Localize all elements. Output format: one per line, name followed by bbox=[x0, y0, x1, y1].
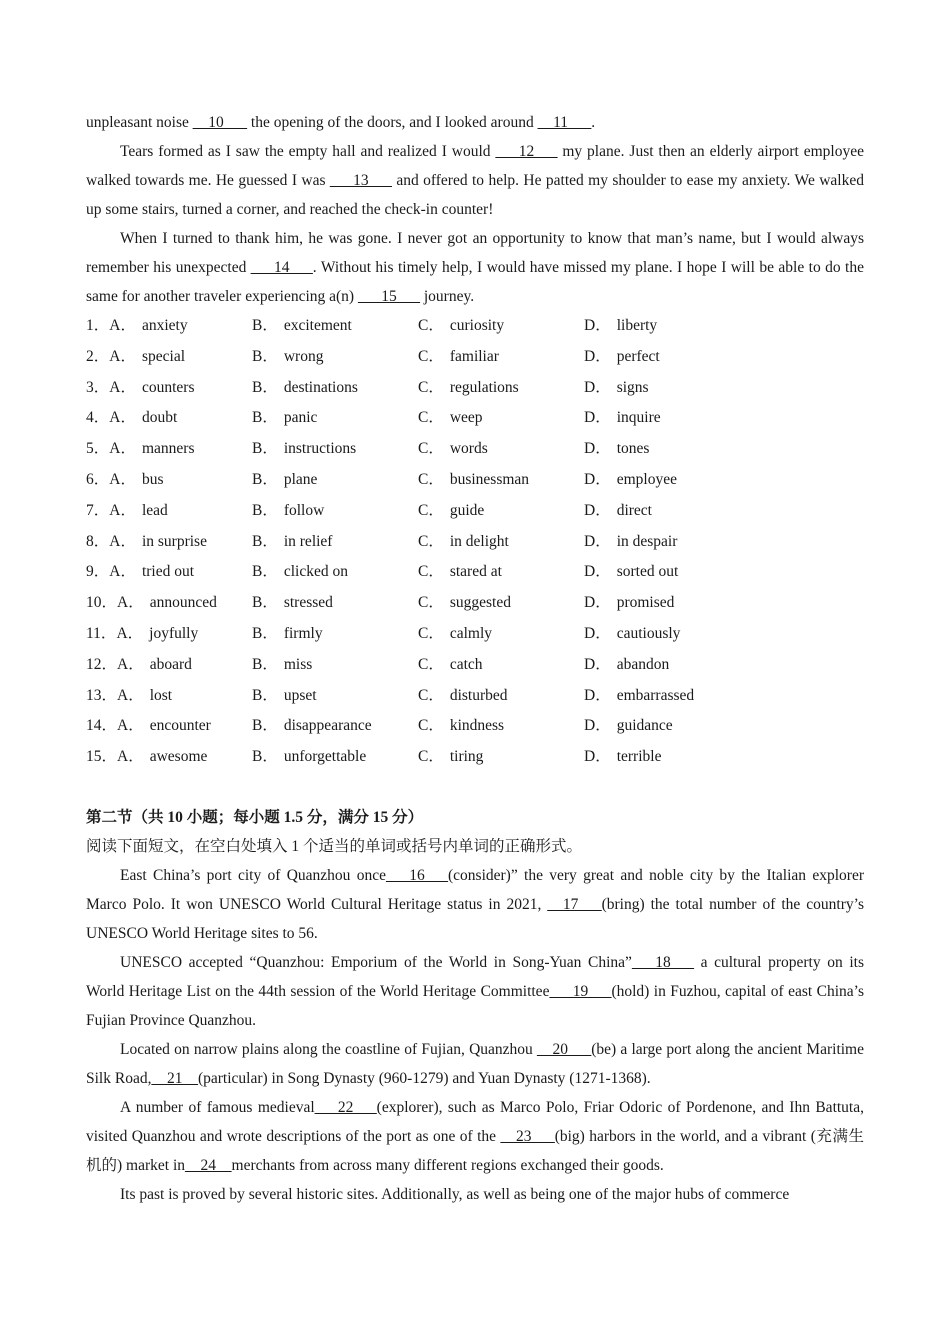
option-b bbox=[252, 373, 418, 404]
option-letter: C． bbox=[418, 594, 444, 612]
answer-blank: __10___ bbox=[192, 114, 248, 131]
option-row bbox=[86, 711, 864, 742]
option-letter: D． bbox=[584, 501, 611, 519]
option-letter: D． bbox=[584, 470, 611, 488]
option-text: in despair bbox=[616, 532, 678, 550]
option-text: manners bbox=[141, 440, 195, 458]
option-text: special bbox=[141, 347, 186, 365]
option-text: joyfully bbox=[149, 624, 199, 642]
passage-2-paragraph bbox=[86, 1035, 864, 1093]
option-letter: B． bbox=[252, 501, 278, 519]
option-row bbox=[86, 557, 864, 588]
option-text: embarrassed bbox=[616, 686, 695, 704]
option-text: firmly bbox=[283, 624, 323, 642]
text-segment: journey. bbox=[419, 288, 475, 305]
option-letter: D． bbox=[584, 594, 611, 612]
option-a bbox=[86, 465, 252, 496]
option-b bbox=[252, 465, 418, 496]
option-text: destinations bbox=[283, 378, 358, 396]
option-text: signs bbox=[616, 378, 649, 396]
text-segment: and offered to help. He patted my shoulder to ease my anxiety. We walked up some stairs, turned a corner, and reached the check-in counter! bbox=[86, 172, 864, 218]
option-text: familiar bbox=[449, 347, 499, 365]
option-c bbox=[418, 711, 584, 742]
option-text: employee bbox=[616, 470, 677, 488]
option-text: cautiously bbox=[616, 624, 681, 642]
option-a bbox=[86, 527, 252, 558]
option-letter: C． bbox=[418, 748, 444, 766]
option-a bbox=[86, 311, 252, 342]
option-b bbox=[252, 557, 418, 588]
option-c bbox=[418, 619, 584, 650]
question-number: 14． bbox=[86, 717, 118, 735]
option-d bbox=[584, 681, 784, 712]
answer-blank: __20___ bbox=[536, 1040, 592, 1058]
option-b bbox=[252, 681, 418, 712]
option-c bbox=[418, 373, 584, 404]
text-segment: Located on narrow plains along the coastline of Fujian, Quanzhou bbox=[120, 1040, 537, 1058]
option-c bbox=[418, 557, 584, 588]
option-letter: B． bbox=[252, 717, 278, 735]
answer-blank: __24__ bbox=[185, 1156, 232, 1174]
passage-1-paragraph bbox=[86, 224, 864, 311]
question-number: 6． bbox=[86, 470, 110, 488]
option-letter: C． bbox=[418, 624, 444, 642]
option-letter: B． bbox=[252, 470, 278, 488]
option-letter: C． bbox=[418, 317, 444, 334]
option-text: lost bbox=[149, 686, 173, 704]
option-text: upset bbox=[283, 686, 317, 704]
option-a bbox=[86, 557, 252, 588]
text-segment: . bbox=[591, 114, 596, 131]
option-b bbox=[252, 711, 418, 742]
answer-blank: ___16___ bbox=[386, 866, 448, 884]
option-letter: D． bbox=[584, 378, 611, 396]
option-text: awesome bbox=[149, 748, 208, 766]
question-number: 12． bbox=[86, 655, 118, 673]
question-number: 3． bbox=[86, 378, 110, 396]
option-text: unforgettable bbox=[283, 748, 367, 766]
option-text: suggested bbox=[449, 594, 511, 612]
option-row bbox=[86, 434, 864, 465]
option-b bbox=[252, 311, 418, 342]
option-row bbox=[86, 342, 864, 373]
option-c bbox=[418, 681, 584, 712]
option-text: follow bbox=[283, 501, 325, 519]
option-text: in delight bbox=[449, 532, 509, 550]
option-b bbox=[252, 619, 418, 650]
option-letter: A． bbox=[117, 594, 144, 612]
option-text: miss bbox=[283, 655, 313, 673]
option-a bbox=[86, 619, 252, 650]
passage-2-paragraph bbox=[86, 948, 864, 1035]
option-letter: A． bbox=[109, 563, 136, 581]
text-segment: UNESCO accepted “Quanzhou: Emporium of the World in Song-Yuan China” bbox=[120, 953, 632, 971]
option-letter: D． bbox=[584, 624, 611, 642]
question-number: 15． bbox=[86, 748, 118, 766]
option-c bbox=[418, 342, 584, 373]
option-c bbox=[418, 496, 584, 527]
answer-blank: ___19___ bbox=[549, 982, 612, 1000]
option-letter: A． bbox=[117, 748, 144, 766]
option-text: weep bbox=[449, 409, 483, 427]
option-letter: C． bbox=[418, 532, 444, 550]
option-d bbox=[584, 619, 784, 650]
option-text: stared at bbox=[449, 563, 502, 581]
answer-blank: ___15___ bbox=[357, 288, 420, 305]
option-text: abandon bbox=[616, 655, 670, 673]
option-letter: B． bbox=[252, 532, 278, 550]
option-c bbox=[418, 434, 584, 465]
question-number: 11． bbox=[86, 624, 117, 642]
option-d bbox=[584, 496, 784, 527]
text-segment: (bring) the total number of the country’s UNESCO World Heritage sites to 56. bbox=[86, 895, 864, 942]
passage-1-paragraph bbox=[86, 137, 864, 224]
option-text: plane bbox=[283, 470, 318, 488]
option-letter: D． bbox=[584, 686, 611, 704]
option-d bbox=[584, 434, 784, 465]
option-b bbox=[252, 650, 418, 681]
passage-2-paragraph bbox=[86, 861, 864, 948]
question-number: 1． bbox=[86, 317, 110, 334]
option-letter: A． bbox=[117, 655, 144, 673]
answer-blank: __23___ bbox=[500, 1127, 555, 1145]
option-text: in surprise bbox=[141, 532, 207, 550]
text-segment: (explorer), such as Marco Polo, Friar Odoric of Pordenone, and Ihn Battuta, visited Quanzhou and wrote descriptions of the port as one of the bbox=[86, 1098, 864, 1145]
question-number: 8． bbox=[86, 532, 110, 550]
option-b bbox=[252, 342, 418, 373]
option-d bbox=[584, 342, 784, 373]
answer-blank: __17___ bbox=[547, 895, 602, 913]
question-number: 9． bbox=[86, 563, 110, 581]
passage-2 bbox=[86, 861, 864, 1209]
option-letter: A． bbox=[109, 501, 136, 519]
option-text: disturbed bbox=[449, 686, 508, 704]
option-letter: C． bbox=[418, 501, 444, 519]
option-text: doubt bbox=[141, 409, 178, 427]
option-c bbox=[418, 403, 584, 434]
option-letter: C． bbox=[418, 347, 444, 365]
option-a bbox=[86, 496, 252, 527]
option-text: anxiety bbox=[141, 317, 188, 334]
text-segment: my plane. Just then an elderly airport employee walked towards me. He guessed I was bbox=[86, 143, 864, 189]
option-a bbox=[86, 403, 252, 434]
option-row bbox=[86, 742, 864, 773]
option-text: tried out bbox=[141, 563, 195, 581]
option-letter: D． bbox=[584, 717, 611, 735]
option-d bbox=[584, 650, 784, 681]
question-number: 10． bbox=[86, 594, 118, 612]
text-segment: a cultural property on its World Heritage List on the 44th session of the World Heritage Committee bbox=[86, 953, 865, 1000]
option-c bbox=[418, 311, 584, 342]
option-letter: C． bbox=[418, 717, 444, 735]
answer-blank: ___13___ bbox=[329, 172, 392, 189]
option-letter: B． bbox=[252, 347, 278, 365]
option-text: panic bbox=[283, 409, 318, 427]
option-text: curiosity bbox=[449, 317, 505, 334]
option-text: disappearance bbox=[283, 717, 372, 735]
option-text: aboard bbox=[149, 655, 192, 673]
option-row bbox=[86, 496, 864, 527]
option-a bbox=[86, 681, 252, 712]
option-text: calmly bbox=[449, 624, 493, 642]
option-text: wrong bbox=[283, 347, 324, 365]
option-text: regulations bbox=[449, 378, 519, 396]
option-text: encounter bbox=[149, 717, 211, 735]
option-d bbox=[584, 742, 784, 773]
text-segment: When I turned to thank him, he was gone. I never got an opportunity to know that man’s name, but I would always remember his unexpected bbox=[86, 230, 864, 276]
option-letter: C． bbox=[418, 655, 444, 673]
option-a bbox=[86, 650, 252, 681]
option-row bbox=[86, 403, 864, 434]
option-letter: A． bbox=[109, 347, 136, 365]
passage-2-paragraph bbox=[86, 1180, 864, 1209]
section-2-instruction: 阅读下面短文，在空白处填入 1 个适当的单词或括号内单词的正确形式。 bbox=[86, 837, 583, 855]
answer-blank: __11___ bbox=[537, 114, 592, 131]
option-c bbox=[418, 742, 584, 773]
options-list bbox=[86, 311, 864, 773]
option-text: counters bbox=[141, 378, 195, 396]
option-c bbox=[418, 588, 584, 619]
text-segment: (particular) in Song Dynasty (960-1279) and Yuan Dynasty (1271-1368). bbox=[197, 1069, 651, 1087]
option-b bbox=[252, 742, 418, 773]
question-number: 5． bbox=[86, 440, 110, 458]
option-text: lead bbox=[141, 501, 168, 519]
option-row bbox=[86, 588, 864, 619]
option-a bbox=[86, 711, 252, 742]
option-text: stressed bbox=[283, 594, 333, 612]
option-b bbox=[252, 403, 418, 434]
option-letter: C． bbox=[418, 378, 444, 396]
option-text: perfect bbox=[616, 347, 660, 365]
option-text: promised bbox=[616, 594, 675, 612]
option-letter: B． bbox=[252, 748, 278, 766]
option-c bbox=[418, 527, 584, 558]
option-a bbox=[86, 342, 252, 373]
option-text: direct bbox=[616, 501, 652, 519]
option-text: inquire bbox=[616, 409, 661, 427]
option-letter: A． bbox=[116, 624, 144, 642]
option-text: tiring bbox=[449, 748, 484, 766]
option-letter: C． bbox=[418, 470, 444, 488]
option-text: bus bbox=[141, 470, 164, 488]
question-number: 2． bbox=[86, 347, 110, 365]
option-letter: C． bbox=[418, 409, 444, 427]
option-text: kindness bbox=[449, 717, 505, 735]
text-segment: Its past is proved by several historic sites. Additionally, as well as being one of the major hubs of commerce bbox=[120, 1185, 790, 1203]
option-b bbox=[252, 434, 418, 465]
question-number: 4． bbox=[86, 409, 110, 427]
answer-blank: __21__ bbox=[151, 1069, 198, 1087]
option-letter: B． bbox=[252, 440, 278, 458]
option-a bbox=[86, 742, 252, 773]
answer-blank: ___14___ bbox=[250, 259, 313, 276]
option-letter: A． bbox=[109, 378, 136, 396]
text-segment: the opening of the doors, and I looked around bbox=[247, 114, 538, 131]
option-d bbox=[584, 311, 784, 342]
option-d bbox=[584, 557, 784, 588]
option-letter: D． bbox=[584, 655, 611, 673]
text-segment: . Without his timely help, I would have missed my plane. I hope I will be able to do the same for another traveler experiencing a(n) bbox=[86, 259, 864, 305]
option-letter: A． bbox=[109, 409, 136, 427]
question-number: 13． bbox=[86, 686, 118, 704]
option-row bbox=[86, 619, 864, 650]
option-row bbox=[86, 465, 864, 496]
option-letter: D． bbox=[584, 532, 611, 550]
option-text: catch bbox=[449, 655, 483, 673]
option-text: businessman bbox=[449, 470, 530, 488]
option-d bbox=[584, 465, 784, 496]
option-text: announced bbox=[149, 594, 217, 612]
option-letter: A． bbox=[117, 717, 144, 735]
text-segment: Tears formed as I saw the empty hall and realized I would bbox=[120, 143, 496, 160]
option-text: instructions bbox=[283, 440, 357, 458]
passage-1-paragraph bbox=[86, 108, 864, 137]
option-a bbox=[86, 434, 252, 465]
option-text: words bbox=[449, 440, 488, 458]
option-b bbox=[252, 588, 418, 619]
option-a bbox=[86, 373, 252, 404]
question-number: 7． bbox=[86, 501, 110, 519]
option-text: guide bbox=[449, 501, 485, 519]
option-letter: B． bbox=[252, 317, 278, 334]
option-letter: D． bbox=[584, 440, 611, 458]
option-letter: A． bbox=[109, 470, 136, 488]
passage-1 bbox=[86, 108, 864, 311]
option-a bbox=[86, 588, 252, 619]
option-letter: B． bbox=[252, 594, 278, 612]
option-letter: D． bbox=[584, 563, 611, 581]
option-letter: B． bbox=[252, 378, 278, 396]
option-row bbox=[86, 373, 864, 404]
text-segment: merchants from across many different regions exchanged their goods. bbox=[231, 1156, 664, 1174]
option-letter: B． bbox=[252, 409, 278, 427]
text-segment: unpleasant noise bbox=[86, 114, 193, 131]
option-d bbox=[584, 711, 784, 742]
option-letter: C． bbox=[418, 686, 444, 704]
text-segment: East China’s port city of Quanzhou once bbox=[120, 866, 386, 884]
answer-blank: ___12___ bbox=[495, 143, 558, 160]
option-text: clicked on bbox=[283, 563, 348, 581]
option-letter: A． bbox=[117, 686, 144, 704]
option-row bbox=[86, 527, 864, 558]
answer-blank: ___22___ bbox=[314, 1098, 377, 1116]
text-segment: (hold) in Fuzhou, capital of east China’s Fujian Province Quanzhou. bbox=[86, 982, 864, 1029]
text-segment: (consider)” the very great and noble city by the Italian explorer Marco Polo. It won UNESCO World Cultural Heritage status in 2021, bbox=[86, 866, 864, 913]
option-text: liberty bbox=[616, 317, 658, 334]
option-letter: B． bbox=[252, 624, 278, 642]
text-segment: (big) harbors in the world, and a vibrant (充满生机的) market in bbox=[86, 1127, 864, 1174]
option-row bbox=[86, 311, 864, 342]
option-text: terrible bbox=[616, 748, 662, 766]
option-letter: A． bbox=[109, 532, 136, 550]
text-segment: (be) a large port along the ancient Maritime Silk Road, bbox=[86, 1040, 864, 1087]
option-text: excitement bbox=[283, 317, 352, 334]
option-letter: C． bbox=[418, 440, 444, 458]
option-c bbox=[418, 465, 584, 496]
option-row bbox=[86, 650, 864, 681]
option-text: tones bbox=[616, 440, 650, 458]
option-text: guidance bbox=[616, 717, 673, 735]
option-letter: D． bbox=[584, 347, 611, 365]
option-d bbox=[584, 588, 784, 619]
option-letter: C． bbox=[418, 563, 444, 581]
option-c bbox=[418, 650, 584, 681]
passage-2-paragraph bbox=[86, 1093, 864, 1180]
option-letter: D． bbox=[584, 409, 611, 427]
answer-blank: ___18___ bbox=[631, 953, 694, 971]
option-b bbox=[252, 527, 418, 558]
section-2-heading: 第二节（共 10 小题；每小题 1.5 分，满分 15 分） bbox=[86, 808, 424, 826]
option-text: in relief bbox=[283, 532, 333, 550]
option-letter: B． bbox=[252, 563, 278, 581]
option-letter: B． bbox=[252, 686, 278, 704]
option-d bbox=[584, 373, 784, 404]
option-row bbox=[86, 681, 864, 712]
option-d bbox=[584, 527, 784, 558]
option-letter: B． bbox=[252, 655, 278, 673]
text-segment: A number of famous medieval bbox=[120, 1098, 315, 1116]
option-letter: D． bbox=[584, 317, 611, 334]
option-text: sorted out bbox=[616, 563, 679, 581]
option-letter: D． bbox=[584, 748, 611, 766]
option-letter: A． bbox=[109, 317, 136, 334]
option-letter: A． bbox=[109, 440, 136, 458]
document-page bbox=[86, 108, 864, 1209]
option-d bbox=[584, 403, 784, 434]
option-b bbox=[252, 496, 418, 527]
